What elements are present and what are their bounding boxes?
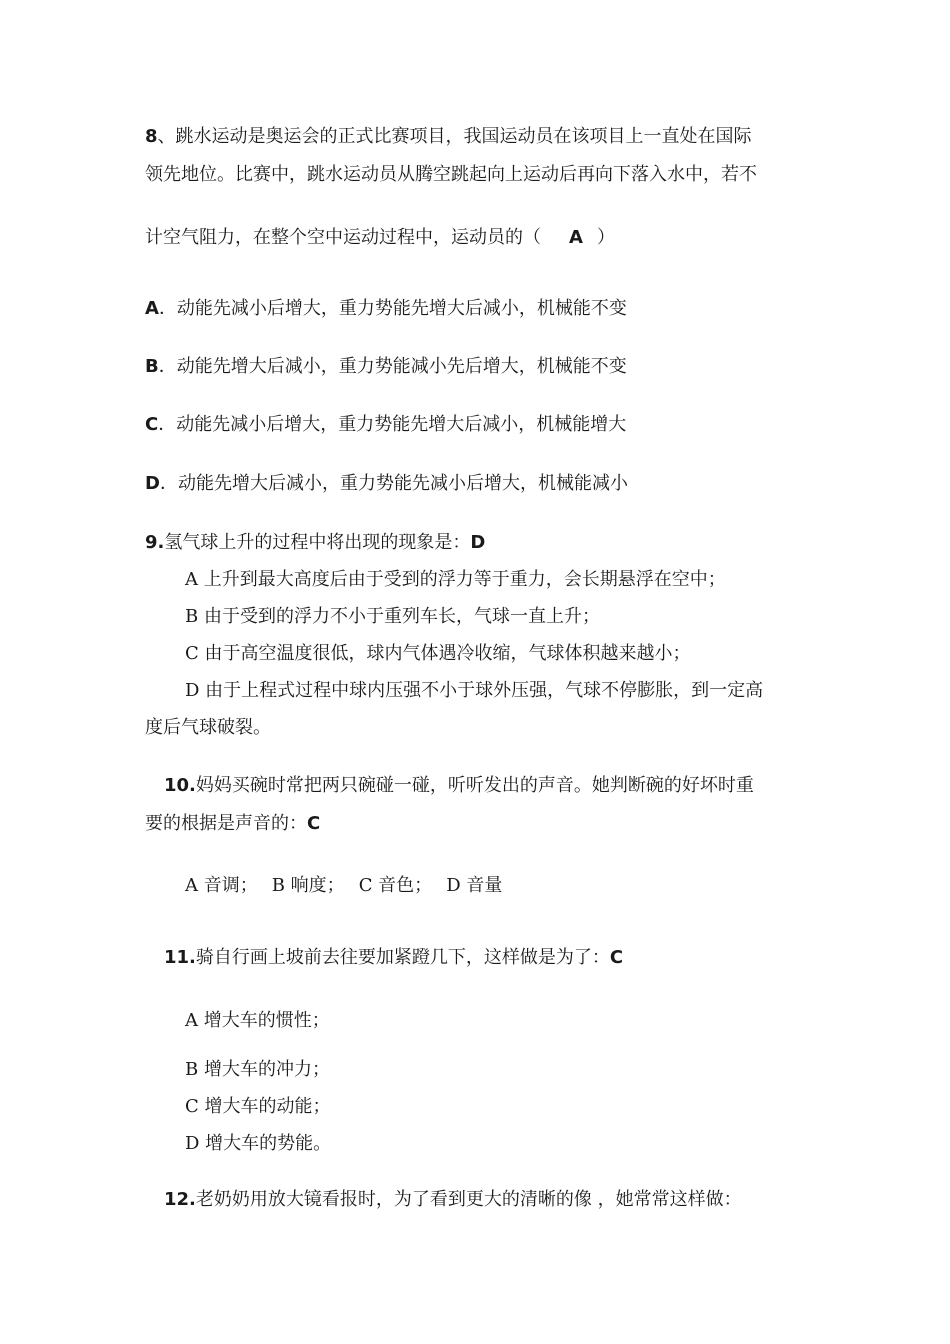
q9-option-d: D 由于上程式过程中球内压强不小于球外压强，气球不停膨胀，到一定高 bbox=[185, 680, 764, 701]
q9-option-a: A 上升到最大高度后由于受到的浮力等于重力，会长期悬浮在空中； bbox=[185, 569, 726, 590]
q8-line-2: 领先地位。比赛中，跳水运动员从腾空跳起向上运动后再向下落入水中，若不 bbox=[145, 164, 757, 185]
q8-option-c: C．动能先减小后增大，重力势能先增大后减小，机械能增大 bbox=[145, 414, 627, 435]
q10-option-b: B 响度； bbox=[271, 875, 345, 896]
q9-option-d-continuation: 度后气球破裂。 bbox=[145, 717, 271, 738]
q11-stem: 11.骑自行画上坡前去往要加紧蹬几下，这样做是为了：C bbox=[164, 947, 624, 968]
q8-line-1: 8、跳水运动是奥运会的正式比赛项目，我国运动员在该项目上一直处在国际 bbox=[145, 126, 752, 147]
q9-number: 9. bbox=[145, 532, 165, 553]
q11-option-c: C 增大车的动能； bbox=[185, 1096, 331, 1117]
q10-options bbox=[185, 874, 845, 898]
q10-answer: C bbox=[307, 813, 321, 834]
q10-option-a: A 音调； bbox=[185, 875, 258, 896]
q11-number: 11. bbox=[164, 947, 196, 968]
q11-option-b: B 增大车的冲力； bbox=[185, 1059, 330, 1080]
q10-stem-line-1: 10.妈妈买碗时常把两只碗碰一碰，听听发出的声音。她判断碗的好坏时重 bbox=[164, 775, 754, 796]
q10-option-d: D 音量 bbox=[446, 875, 503, 896]
q9-option-c: C 由于高空温度很低，球内气体遇冷收缩，气球体积越来越小； bbox=[185, 643, 691, 664]
q8-option-a: A．动能先减小后增大，重力势能先增大后减小，机械能不变 bbox=[145, 298, 627, 319]
q8-answer: A bbox=[569, 227, 583, 248]
q9-option-b: B 由于受到的浮力不小于重列车长，气球一直上升； bbox=[185, 606, 600, 627]
q8-option-d: D．动能先增大后减小，重力势能先减小后增大，机械能减小 bbox=[145, 473, 628, 494]
q10-stem-line-2: 要的根据是声音的：C bbox=[145, 813, 321, 834]
q9-stem: 9.氢气球上升的过程中将出现的现象是：D bbox=[145, 532, 486, 553]
q11-option-a: A 增大车的惯性； bbox=[185, 1010, 330, 1031]
q9-answer: D bbox=[470, 532, 486, 553]
q11-option-d: D 增大车的势能。 bbox=[185, 1133, 332, 1154]
q12-stem: 12.老奶奶用放大镜看报时，为了看到更大的清晰的像 ，她常常这样做： bbox=[164, 1189, 742, 1210]
q11-answer: C bbox=[609, 947, 624, 968]
q8-number: 8 bbox=[145, 126, 158, 147]
q10-number: 10. bbox=[164, 775, 196, 796]
q12-number: 12. bbox=[164, 1189, 196, 1210]
q8-line-3: 计空气阻力，在整个空中运动过程中，运动员的（ A ） bbox=[145, 227, 615, 248]
q8-option-b: B．动能先增大后减小，重力势能减小先后增大，机械能不变 bbox=[145, 356, 627, 377]
q10-option-c: C 音色； bbox=[358, 875, 433, 896]
